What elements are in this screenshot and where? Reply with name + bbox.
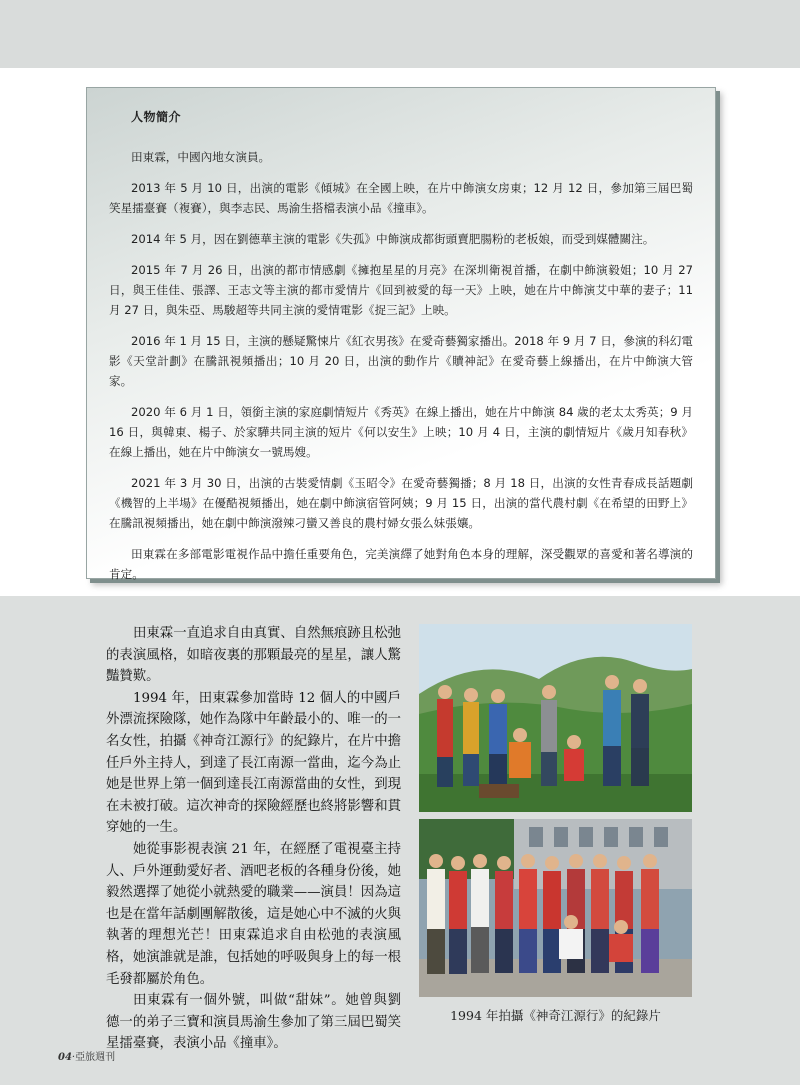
profile-paragraph: 田東霖在多部電影電視作品中擔任重要角色，完美演繹了她對角色本身的理解，深受觀眾的喜愛和著名導演的肯定。 <box>109 547 693 581</box>
profile-paragraph: 田東霖，中國內地女演員。 <box>131 150 271 164</box>
expedition-photo-street <box>419 819 692 997</box>
page-number: 04 <box>58 1052 72 1063</box>
profile-box <box>86 87 716 579</box>
top-gray-band <box>0 0 800 68</box>
mountain-group-photo-illustration <box>419 624 692 812</box>
expedition-photo-mountains <box>419 624 692 812</box>
publication-name: 亞旅週刊 <box>75 1052 116 1063</box>
profile-paragraph: 2015 年 7 月 26 日，出演的都市情感劇《擁抱星星的月亮》在深圳衛視首播，在劇中飾演毅姐；10 月 27 日，與王佳佳、張譯、王志文等主演的都市愛情片《回到被愛的每一天》上映，她在片中飾演艾中華的妻子；11 月 27 日，與朱亞、馬駿超等共同主演的愛情電影《捉三記》上映。 <box>109 263 693 317</box>
profile-paragraph: 2016 年 1 月 15 日，主演的懸疑驚悚片《紅衣男孩》在愛奇藝獨家播出。2018 年 9 月 7 日，參演的科幻電影《天堂計劃》在騰訊視頻播出；10 月 20 日，出演的動作片《贖神記》在愛奇藝上線播出，在片中飾演大管家。 <box>109 334 693 388</box>
photo-caption: 1994 年拍攝《神奇江源行》的紀錄片 <box>450 1008 661 1023</box>
profile-paragraph: 2014 年 5 月，因在劉德華主演的電影《失孤》中飾演成都街頭賣肥腸粉的老板娘，而受到媒體關注。 <box>131 232 655 246</box>
article-paragraph: 田東霖有一個外號，叫做“甜妹”。她曾與劉德一的弟子三寶和演員馬渝生參加了第三屆巴蜀笑星擂臺賽，表演小品《撞車》。 <box>106 993 401 1052</box>
article-paragraph: 1994 年，田東霖參加當時 12 個人的中國戶外漂流探險隊，她作為隊中年齡最小的、唯一的一名女性，拍攝《神奇江源行》的紀錄片，在片中擔任戶外主持人，到達了長江南源一當曲，迄今為止她是世界上第一個到達長江南源當曲的女性，到現在未被打破。這次神奇的探險經歷也終將影響和貫穿她的一生。 <box>106 690 401 836</box>
profile-paragraph: 2013 年 5 月 10 日，出演的電影《傾城》在全國上映，在片中飾演女房東；12 月 12 日，參加第三屆巴蜀笑星擂臺賽（複賽），與李志民、馬渝生搭檔表演小品《撞車》。 <box>109 181 693 215</box>
page-footer <box>58 1048 115 1063</box>
footer-separator: · <box>71 1052 76 1063</box>
article-paragraph: 她從事影視表演 21 年，在經歷了電視臺主持人、戶外運動愛好者、酒吧老板的各種身份後，她毅然選擇了她從小就熱愛的職業——演員！因為這也是在當年話劇團解散後，這是她心中不滅的火與執著的理想光芒！田東霖追求自由松弛的表演風格，她演誰就是誰，包括她的呼吸與身上的每一根毛發都屬於角色。 <box>106 841 401 987</box>
article-body <box>106 623 401 1055</box>
profile-paragraph: 2020 年 6 月 1 日，領銜主演的家庭劇情短片《秀英》在線上播出，她在片中飾演 84 歲的老太太秀英；9 月 16 日，與韓東、楊子、於家驊共同主演的短片《何以安生》上映；10 月 4 日，主演的劇情短片《歲月知春秋》在線上播出，她在片中飾演女一號馬嫂。 <box>109 405 693 459</box>
street-group-photo-illustration <box>419 819 692 997</box>
profile-title: 人物簡介 <box>131 110 182 124</box>
profile-paragraph: 2021 年 3 月 30 日，出演的古裝愛情劇《玉昭令》在愛奇藝獨播；8 月 18 日，出演的女性青春成長話題劇《機智的上半場》在優酷視頻播出，她在劇中飾演宿管阿姨；9 月 15 日，出演的當代農村劇《在希望的田野上》在騰訊視頻播出，她在劇中飾演潑辣刁蠻又善良的農村婦女張么妹張孃。 <box>109 476 693 530</box>
article-paragraph: 田東霖一直追求自由真實、自然無痕跡且松弛的表演風格，如暗夜裏的那顆最亮的星星，讓人驚豔贊歎。 <box>106 626 401 685</box>
